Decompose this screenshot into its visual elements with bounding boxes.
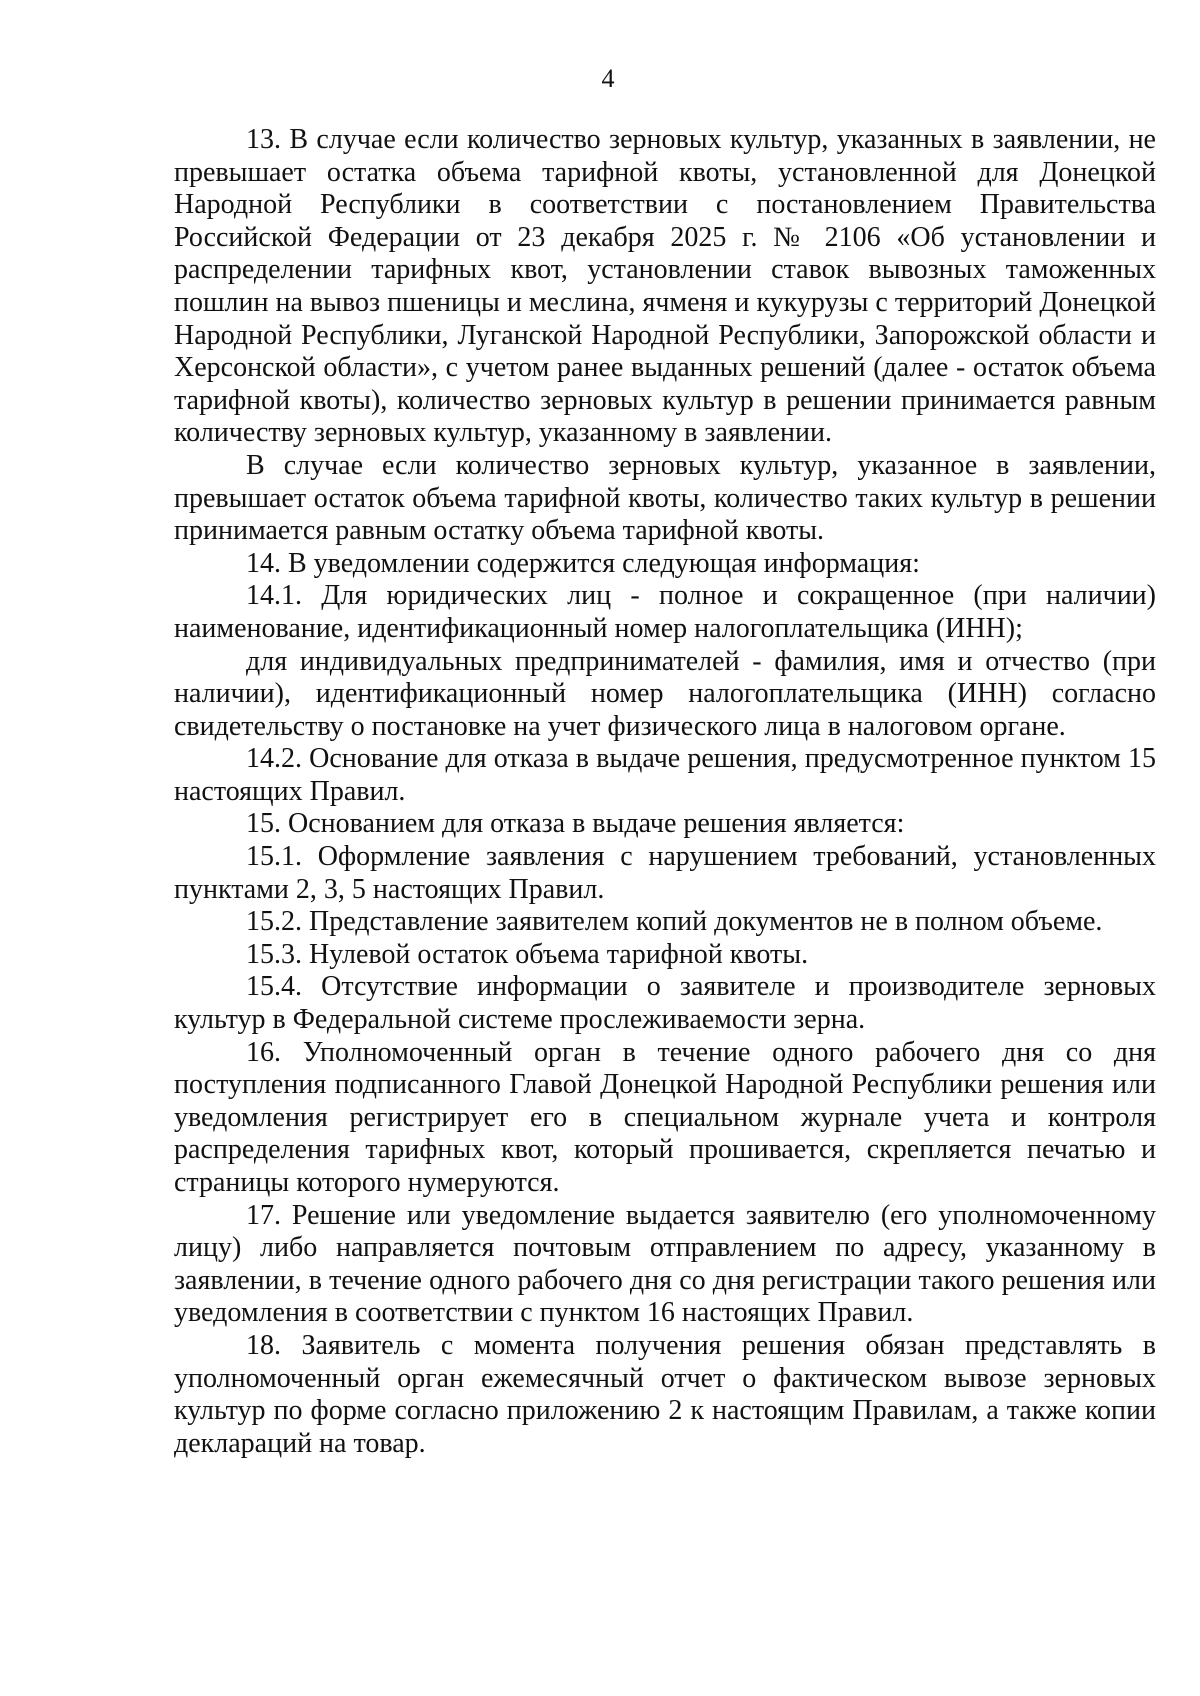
paragraph-16: 16. Уполномоченный орган в течение одного рабочего дня со дня поступления подписанного Главой Донецкой Народной Республики решения или уведомления регистрирует его в специальном журнале учета и контроля распределения тарифных квот, который прошивается, скрепляется печатью и страницы которого нумеруются. bbox=[174, 1036, 1156, 1198]
paragraph-18: 18. Заявитель с момента получения решения обязан представлять в уполномоченный орган ежемесячный отчет о фактическом вывозе зерновых культур по форме согласно приложению 2 к настоящим Правилам, а также копии деклараций на товар. bbox=[174, 1329, 1156, 1459]
paragraph-15-4: 15.4. Отсутствие информации о заявителе и производителе зерновых культур в Федеральной системе прослеживаемости зерна. bbox=[174, 971, 1156, 1036]
paragraph-15-2: 15.2. Представление заявителем копий документов не в полном объеме. bbox=[246, 906, 1103, 938]
paragraph-15-1: 15.1. Оформление заявления с нарушением требований, установленных пунктами 2, 3, 5 настоящих Правил. bbox=[174, 841, 1156, 905]
page-number: 4 bbox=[601, 64, 615, 93]
paragraph-15-3: 15.3. Нулевой остаток объема тарифной квоты. bbox=[246, 938, 809, 970]
paragraph-14-1-ip: для индивидуальных предпринимателей - фамилия, имя и отчество (при наличии), идентификационный номер налогоплательщика (ИНН) согласно свидетельству о постановке на учет физического лица в налоговом органе. bbox=[174, 645, 1156, 742]
paragraph-13: 13. В случае если количество зерновых культур, указанных в заявлении, не превышает остатка объема тарифной квоты, установленной для Донецкой Народной Республики в соответствии с постановлением Правительства Российской Федерации от 23 декабря 2025 г. № 2106 «Об установлении и распределении тарифных квот, установлении ставок вывозных таможенных пошлин на вывоз пшеницы и меслина, ячменя и кукурузы с территорий Донецкой Народной Республики, Луганской Народной Республики, Запорожской области и Херсонской области», с учетом ранее выданных решений (далее - остаток объема тарифной квоты), количество зерновых культур в решении принимается равным количеству зерновых культур, указанному в заявлении. bbox=[174, 124, 1156, 449]
paragraph-14-1: 14.1. Для юридических лиц - полное и сокращенное (при наличии) наименование, идентификационный номер налогоплательщика (ИНН); bbox=[174, 580, 1156, 644]
document-body bbox=[174, 124, 1156, 1460]
paragraph-14-2: 14.2. Основание для отказа в выдаче решения, предусмотренное пунктом 15 настоящих Правил. bbox=[174, 743, 1156, 807]
paragraph-14: 14. В уведомлении содержится следующая информация: bbox=[246, 547, 920, 579]
paragraph-13-exceed: В случае если количество зерновых культур, указанное в заявлении, превышает остаток объема тарифной квоты, количество таких культур в решении принимается равным остатку объема тарифной квоты. bbox=[174, 449, 1156, 547]
paragraph-15: 15. Основанием для отказа в выдаче решения является: bbox=[246, 808, 905, 840]
paragraph-17: 17. Решение или уведомление выдается заявителю (его уполномоченному лицу) либо направляется почтовым отправлением по адресу, указанному в заявлении, в течение одного рабочего дня со дня регистрации такого решения или уведомления в соответствии с пунктом 16 настоящих Правил. bbox=[174, 1199, 1156, 1329]
